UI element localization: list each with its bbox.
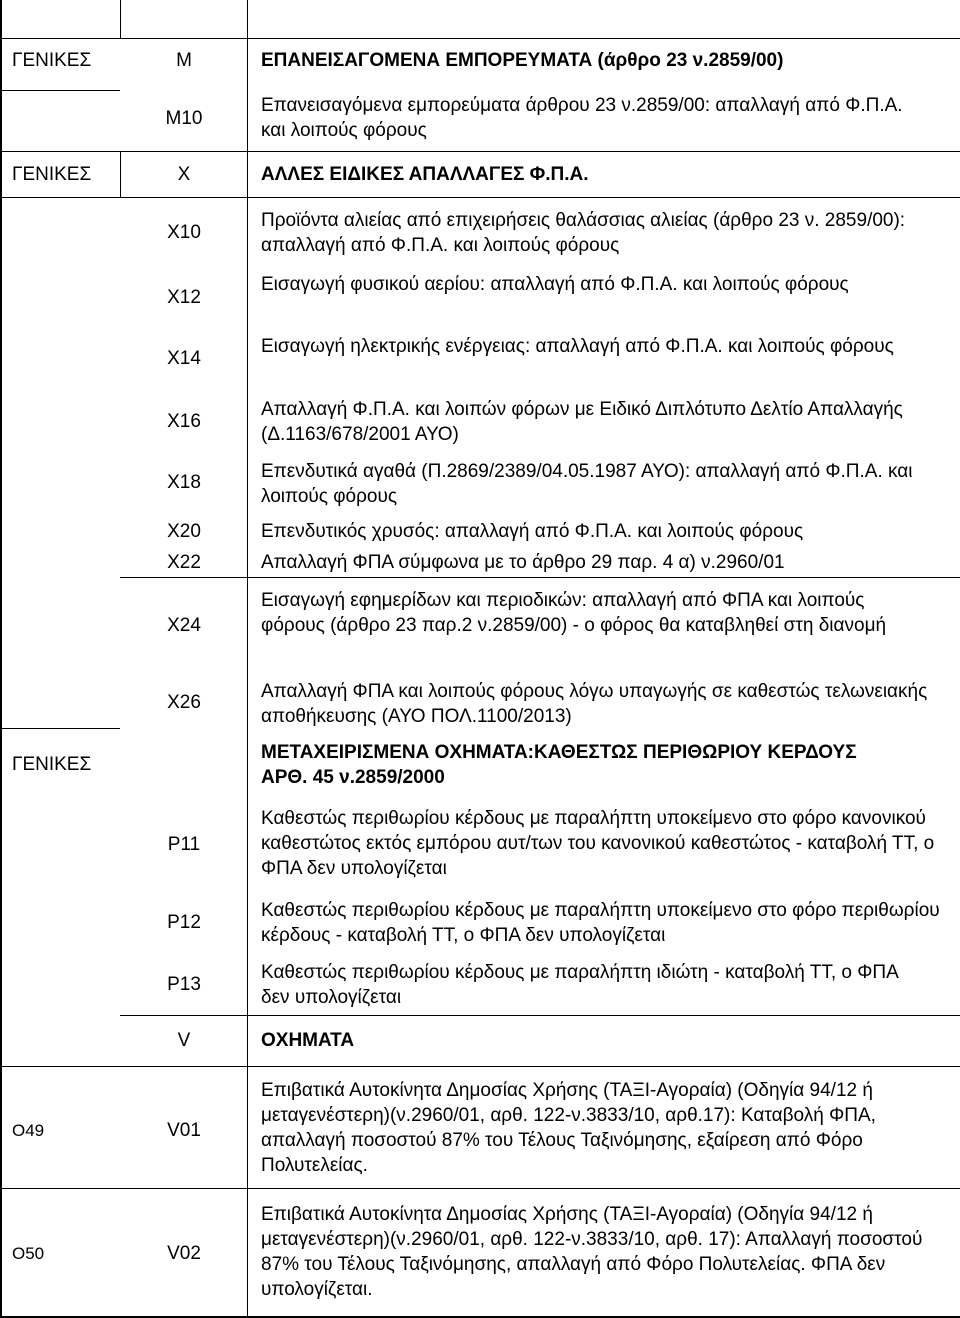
code-cell: Χ10 [167,222,201,243]
description-cell: Απαλλαγή Φ.Π.Α. και λοιπών φόρων με Ειδικό Διπλότυπο Δελτίο Απαλλαγής (Δ.1163/678/2001 ΑΥΟ) [261,399,903,445]
code-cell: Χ16 [167,411,201,432]
description-cell: Επενδυτικά αγαθά (Π.2869/2389/04.05.1987 ΑΥΟ): απαλλαγή από Φ.Π.Α. και λοιπούς φόρους [261,461,913,507]
table-rule [120,1015,960,1016]
description-cell: Προϊόντα αλιείας από επιχειρήσεις θαλάσσιας αλιείας (άρθρο 23 ν. 2859/00): απαλλαγή από Φ.Π.Α. και λοιπούς φόρους [261,210,906,256]
description-cell: Επιβατικά Αυτοκίνητα Δημοσίας Χρήσης (ΤΑΞΙ-Αγοραία) (Οδηγία 94/12 ή μεταγενέστερη)(ν.2960/01, αρθ. 122-ν.3833/10, αρθ. 17): Απαλλαγή ποσοστού 87% του Τέλους Ταξινόμησης, απαλλαγή από Φόρο Πολυτελείας. ΦΠΑ δεν υπολογίζεται. [261,1204,923,1300]
description-cell: Απαλλαγή ΦΠΑ σύμφωνα με το άρθρο 29 παρ. 4 α) ν.2960/01 [261,552,785,573]
table-rule [120,0,121,38]
code-cell: Μ10 [165,108,203,129]
code-cell: V [177,1030,191,1051]
description-cell: Εισαγωγή φυσικού αερίου: απαλλαγή από Φ.Π.Α. και λοιπούς φόρους [261,274,849,295]
code-cell: Μ [176,50,192,71]
section-heading: ΜΕΤΑΧΕΙΡΙΣΜΕΝΑ ΟΧΗΜΑΤΑ:ΚΑΘΕΣΤΩΣ ΠΕΡΙΘΩΡΙΟΥ ΚΕΡΔΟΥΣ ΑΡΘ. 45 ν.2859/2000 [261,742,857,788]
table-rule [0,197,960,198]
code-cell: Ρ12 [167,912,201,933]
code-cell: Χ20 [167,521,201,542]
category-cell: ΓΕΝΙΚΕΣ [12,164,92,185]
code-cell: Χ26 [167,692,201,713]
code-cell: Χ12 [167,287,201,308]
code-cell: Χ22 [167,552,201,573]
description-cell: Καθεστώς περιθωρίου κέρδους με παραλήπτη υποκείμενο στο φόρο κανονικού καθεστώτος εκτός εμπόρου αυτ/των του κανονικού καθεστώτος - καταβολή ΤΤ, ο ΦΠΑ δεν υπολογίζεται [261,808,935,879]
code-cell: Ρ13 [167,974,201,995]
section-heading: ΕΠΑΝΕΙΣΑΓΟΜΕΝΑ ΕΜΠΟΡΕΥΜΑΤΑ (άρθρο 23 ν.2859/00) [261,50,784,71]
table-rule [0,151,960,152]
category-cell: Ο50 [12,1244,45,1263]
code-cell: V01 [167,1120,201,1141]
table-rule [0,38,960,39]
category-cell: ΓΕΝΙΚΕΣ [12,50,92,71]
description-cell: Εισαγωγή εφημερίδων και περιοδικών: απαλλαγή από ΦΠΑ και λοιπούς φόρους (άρθρο 23 παρ.2 ν.2859/00) - ο φόρος θα καταβληθεί στη διανομή [261,590,887,636]
table-rule [120,577,960,578]
code-cell: Ρ11 [167,834,201,855]
code-cell: V02 [167,1243,201,1264]
section-heading: ΑΛΛΕΣ ΕΙΔΙΚΕΣ ΑΠΑΛΛΑΓΕΣ Φ.Π.Α. [261,164,589,185]
description-cell: Εισαγωγή ηλεκτρικής ενέργειας: απαλλαγή από Φ.Π.Α. και λοιπούς φόρους [261,336,894,357]
code-cell: Χ [177,164,191,185]
code-cell: Χ18 [167,472,201,493]
table-rule [0,1066,960,1067]
description-cell: Απαλλαγή ΦΠΑ και λοιπούς φόρους λόγω υπαγωγής σε καθεστώς τελωνειακής αποθήκευσης (ΑΥΟ ΠΟΛ.1100/2013) [261,681,928,727]
description-cell: Καθεστώς περιθωρίου κέρδους με παραλήπτη υποκείμενο στο φόρο περιθωρίου κέρδους - καταβολή ΤΤ, ο ΦΠΑ δεν υπολογίζεται [261,900,940,946]
code-cell: Χ24 [167,615,201,636]
description-cell: Καθεστώς περιθωρίου κέρδους με παραλήπτη ιδιώτη - καταβολή ΤΤ, ο ΦΠΑ δεν υπολογίζεται [261,962,898,1008]
description-cell: Επενδυτικός χρυσός: απαλλαγή από Φ.Π.Α. και λοιπούς φόρους [261,521,804,542]
description-cell: Επανεισαγόμενα εμπορεύματα άρθρου 23 ν.2859/00: απαλλαγή από Φ.Π.Α. και λοιπούς φόρους [261,95,903,141]
table-rule [0,90,120,91]
description-cell: Επιβατικά Αυτοκίνητα Δημοσίας Χρήσης (ΤΑΞΙ-Αγοραία) (Οδηγία 94/12 ή μεταγενέστερη)(ν.2960/01, αρθ. 122-ν.3833/10, αρθ.17): Καταβολή ΦΠΑ, απαλλαγή ποσοστού 87% του Τέλους Ταξινόμησης, εξαίρεση από Φόρο Πολυτελείας. [261,1080,876,1176]
category-cell: ΓΕΝΙΚΕΣ [12,754,92,775]
table-rule [0,728,120,729]
section-heading: ΟΧΗΜΑΤΑ [261,1030,355,1051]
category-cell: Ο49 [12,1121,45,1140]
table-rule [0,1188,960,1189]
code-cell: Χ14 [167,348,201,369]
